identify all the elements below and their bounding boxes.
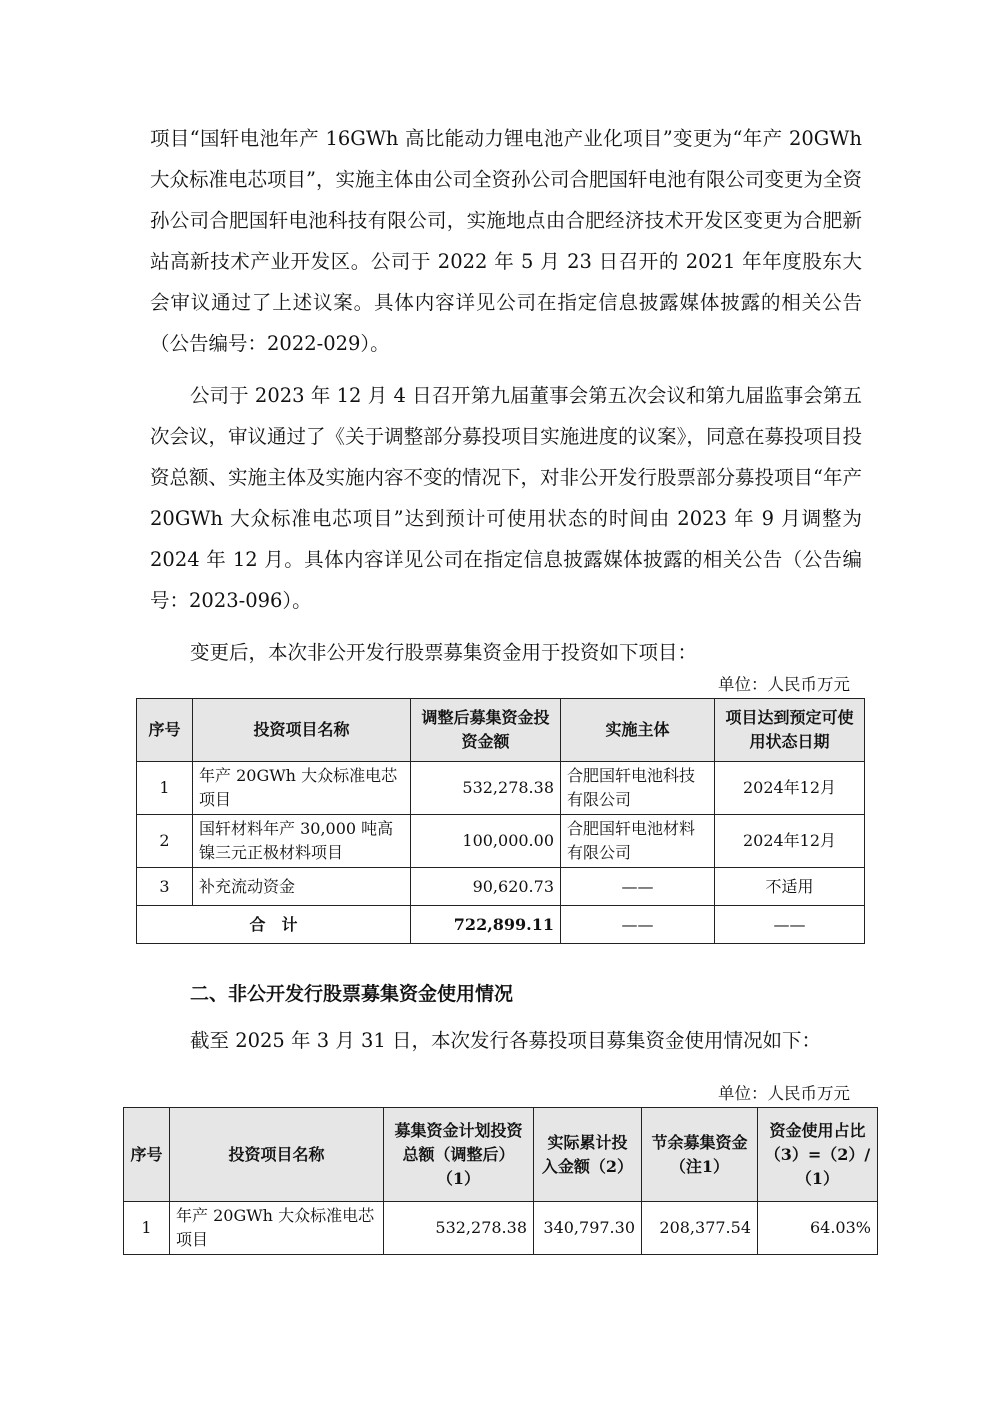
table1-unit: 单位：人民币万元 (718, 675, 850, 694)
paragraph-1: 项目“国轩电池年产 16GWh 高比能动力锂电池产业化项目”变更为“年产 20GWh 大众标准电芯项目”，实施主体由公司全资孙公司合肥国轩电池有限公司变更为全资孙公司合肥国轩电池科技有限公司，实施地点由合肥经济技术开发区变更为合肥新站高新技术产业开发区。公司于 2022 年 5 月 23 日召开的 2021 年年度股东大会审议通过了上述议案。具体内容详见公司在指定信息披露媒体披露的相关公告（公告编号：2022-029）。 (150, 127, 862, 355)
header-cell: 实际累计投入金额（2） (534, 1108, 642, 1202)
table-header-row (124, 1108, 878, 1202)
total-entity: —— (561, 906, 715, 944)
paragraph-2: 公司于 2023 年 12 月 4 日召开第九届董事会第五次会议和第九届监事会第五次会议，审议通过了《关于调整部分募投项目实施进度的议案》，同意在募投项目投资总额、实施主体及实施内容不变的情况下，对非公开发行股票部分募投项目“年产 20GWh 大众标准电芯项目”达到预计可使用状态的时间由 2023 年 9 月调整为 2024 年 12 月。具体内容详见公司在指定信息披露媒体披露的相关公告（公告编号：2023-096）。 (150, 384, 862, 612)
total-label: 合 计 (137, 906, 411, 944)
paragraph-3: 变更后，本次非公开发行股票募集资金用于投资如下项目： (190, 641, 698, 664)
cell-amount: 532,278.38 (411, 762, 561, 815)
investment-projects-table (136, 698, 865, 944)
table2-unit: 单位：人民币万元 (718, 1084, 850, 1103)
cell-project-name: 年产 20GWh 大众标准电芯项目 (193, 762, 411, 815)
cell-date: 2024年12月 (715, 815, 865, 868)
header-cell: 调整后募集资金投资金额 (411, 699, 561, 762)
cell-planned: 532,278.38 (384, 1202, 534, 1255)
section-heading: 二、非公开发行股票募集资金使用情况 (190, 983, 514, 1005)
table-header-row (137, 699, 865, 762)
cell-entity: 合肥国轩电池材料有限公司 (561, 815, 715, 868)
cell-index: 1 (124, 1202, 170, 1255)
header-cell: 资金使用占比（3）=（2）/（1） (758, 1108, 878, 1202)
header-cell: 投资项目名称 (170, 1108, 384, 1202)
header-cell: 实施主体 (561, 699, 715, 762)
cell-project-name: 国轩材料年产 30,000 吨高镍三元正极材料项目 (193, 815, 411, 868)
header-cell: 序号 (124, 1108, 170, 1202)
cell-index: 1 (137, 762, 193, 815)
cell-usage-ratio: 64.03% (758, 1202, 878, 1255)
header-cell: 募集资金计划投资总额（调整后）（1） (384, 1108, 534, 1202)
cell-amount: 90,620.73 (411, 868, 561, 906)
fund-usage-table (123, 1107, 878, 1255)
cell-entity: —— (561, 868, 715, 906)
cell-project-name: 补充流动资金 (193, 868, 411, 906)
header-cell: 项目达到预定可使用状态日期 (715, 699, 865, 762)
total-date: —— (715, 906, 865, 944)
cell-project-name: 年产 20GWh 大众标准电芯项目 (170, 1202, 384, 1255)
body-text (150, 118, 862, 673)
cell-date: 不适用 (715, 868, 865, 906)
table-row (137, 868, 865, 906)
header-cell: 投资项目名称 (193, 699, 411, 762)
paragraph-4: 截至 2025 年 3 月 31 日，本次发行各募投项目募集资金使用情况如下： (190, 1029, 822, 1052)
cell-remaining: 208,377.54 (642, 1202, 758, 1255)
table-row (124, 1202, 878, 1255)
table-row (137, 762, 865, 815)
cell-index: 3 (137, 868, 193, 906)
table-row (137, 815, 865, 868)
cell-invested: 340,797.30 (534, 1202, 642, 1255)
table-total-row (137, 906, 865, 944)
cell-entity: 合肥国轩电池科技有限公司 (561, 762, 715, 815)
cell-index: 2 (137, 815, 193, 868)
header-cell: 序号 (137, 699, 193, 762)
total-amount: 722,899.11 (411, 906, 561, 944)
cell-date: 2024年12月 (715, 762, 865, 815)
header-cell: 节余募集资金（注1） (642, 1108, 758, 1202)
cell-amount: 100,000.00 (411, 815, 561, 868)
